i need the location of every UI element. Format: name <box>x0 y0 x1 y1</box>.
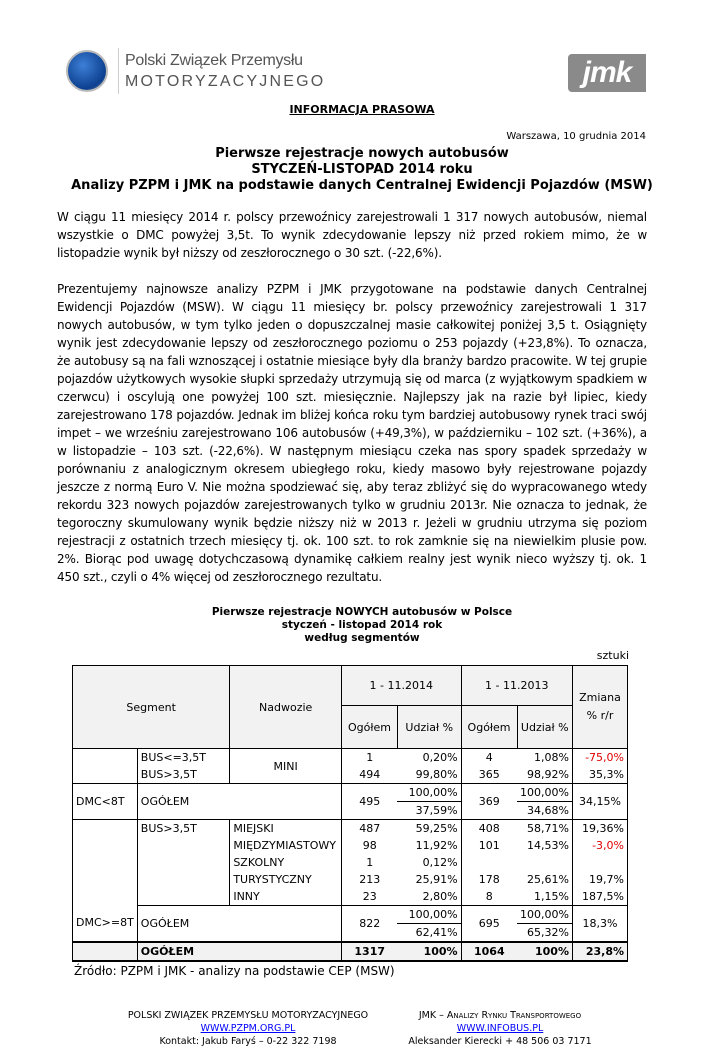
cell-value: 37,59% <box>397 802 461 820</box>
footer-org-name: JMK – Analizy Rynku Transportowego <box>418 1010 582 1021</box>
cell-value: 4 <box>461 749 517 767</box>
cell-value: 822 <box>341 906 397 943</box>
table-row-total <box>73 942 628 961</box>
cell-value: 58,71% <box>527 822 569 835</box>
cell-value: 100% <box>517 942 572 961</box>
header-nadwozie: Nadwozie <box>230 666 342 749</box>
cell-value: 369 <box>461 784 517 820</box>
cell-change <box>572 854 627 871</box>
table-row <box>73 820 628 838</box>
cell-change: -75,0% <box>572 749 627 767</box>
cell-value: 100,00% <box>397 784 461 802</box>
cell-nadwozie: MINI <box>230 749 342 784</box>
header-2013: 1 - 11.2013 <box>461 666 572 706</box>
cell-change: 19,36% <box>572 820 627 838</box>
cell-value: 59,25% <box>415 822 458 835</box>
cell-nadwozie: SZKOLNY <box>230 854 342 871</box>
footer-jmk <box>393 1009 607 1048</box>
cell-nadwozie: MIĘDZYMIASTOWY <box>230 837 342 854</box>
cell-value: 2,80% <box>422 890 458 903</box>
cell-value: 408 <box>461 820 517 838</box>
cell-value: 1 <box>341 854 397 871</box>
cell-segment: BUS<=3,5T <box>137 749 230 767</box>
cell-value: 0,12% <box>422 856 458 869</box>
cell-value: 65,32% <box>527 926 569 939</box>
date-line: Warszawa, 10 grudnia 2014 <box>506 131 646 142</box>
pzpm-website-link[interactable]: WWW.PZPM.ORG.PL <box>200 1023 296 1034</box>
header-udzial-2013: Udział % <box>517 706 572 749</box>
cell-dmc-label: DMC>=8T <box>73 820 138 943</box>
cell-value: 495 <box>341 784 397 820</box>
cell-value: 25,91% <box>415 873 458 886</box>
cell-nadwozie: INNY <box>230 888 342 906</box>
cell-value: 487 <box>341 820 397 838</box>
cell-value: 62,41% <box>415 926 458 939</box>
table-caption <box>0 606 724 645</box>
cell-value: 100,00% <box>397 906 461 924</box>
table-row <box>73 906 628 924</box>
jmk-logo: jmk <box>568 54 646 92</box>
cell-value <box>461 854 517 871</box>
table-caption-line: styczeń - listopad 2014 rok <box>281 619 443 631</box>
infobus-website-link[interactable]: WWW.INFOBUS.PL <box>456 1023 544 1034</box>
cell-value: 101 <box>461 837 517 854</box>
cell-change: 34,15% <box>572 784 627 820</box>
cell-grand-label: OGÓŁEM <box>137 942 341 961</box>
cell-value: 1317 <box>341 942 397 961</box>
header-2014: 1 - 11.2014 <box>341 666 461 706</box>
cell-nadwozie: MIEJSKI <box>230 820 342 838</box>
cell-total-label: OGÓŁEM <box>137 906 341 943</box>
cell-value: 695 <box>461 906 517 943</box>
cell-value: 23 <box>341 888 397 906</box>
cell-value: 11,92% <box>415 839 458 852</box>
paragraph-intro: W ciągu 11 miesięcy 2014 r. polscy przewoźnicy zarejestrowali 1 317 nowych autobusów, niemal wszystkie o DMC powyżej 3,5t. To wynik zdecydowanie lepszy niż przed rokiem mimo, że w listopadzie wynik był niższy od zeszłorocznego o 30 szt. (-22,6%). <box>57 210 647 260</box>
pzpm-logo-line2: MOTORYZACYJNEGO <box>125 73 326 90</box>
cell-segment: BUS>3,5T <box>137 820 230 906</box>
cell-value: 98 <box>341 837 397 854</box>
cell-segment: BUS>3,5T <box>137 766 230 784</box>
paragraph-analysis: Prezentujemy najnowsze analizy PZPM i JMK przygotowane na podstawie danych Centralnej Ewidencji Pojazdów (MSW). W ciągu 11 miesięcy br. polscy przewoźnicy zarejestrowali 1 317 nowych autobusów, w tym tylko jeden o dopuszczalnej masie całkowitej poniżej 3,5 t. Osiągnięty wynik jest zdecydowanie lepszy od zeszłorocznego poziomu o 253 pojazdy (+23,8%). To oznacza, że autobusy są na fali wznoszącej i ostatnie miesiące były dla branży bardzo pracowite. W tej grupie pojazdów użytkowych wysokie słupki sprzedaży utrzymują się od marca (z wyjątkowym spadkiem w czerwcu) i oscylują one powyżej 100 szt. miesięcznie. Najlepszy jak na razie był lipiec, kiedy zarejestrowano 178 pojazdów. Jednak im bliżej końca roku tym bardziej autobusowy rynek traci swój impet – we wrześniu zarejestrowano 106 autobusów (+49,3%), w październiku – 102 szt. (+36%), a w listopadzie – 103 szt. (-22,6%). W następnym miesiącu czeka nas spory spadek sprzedaży w porównaniu z analogicznym okresem ubiegłego roku, kiedy masowo były rejestrowane pojazdy jeszcze z normą Euro V. Nie można spodziewać się, aby teraz zbliżyć się do wypracowanego wtedy rekordu 323 nowych pojazdów zarejestrowanych tylko w grudniu 2013r. Nie oznacza to jednak, że tegoroczny skumulowany wynik będzie niższy niż w 2013 r. Jeżeli w grudniu utrzyma się poziom rejestracji z ostatnich trzech miesięcy tj. ok. 100 szt. to rok zamknie się na niewielkim plusie pow. 2%. Biorąc pod uwagę dotychczasową dynamikę całkiem realny jest wynik nieco wyższy tj. ok. 1 450 szt., czyli o 4% więcej od zeszłorocznego rezultatu. <box>57 282 647 584</box>
cell-value: 98,92% <box>527 768 569 781</box>
cell-value: 494 <box>341 766 397 784</box>
cell-change: -3,0% <box>572 837 627 854</box>
cell-value: 213 <box>341 871 397 888</box>
cell-nadwozie: TURYSTYCZNY <box>230 871 342 888</box>
source-note: Źródło: PZPM i JMK - analizy na podstawie CEP (MSW) <box>74 964 395 978</box>
cell-value: 1,08% <box>534 751 569 764</box>
footer-org-name: POLSKI ZWIĄZEK PRZEMYSŁU MOTORYZACYJNEGO <box>127 1010 369 1021</box>
table-caption-line: według segmentów <box>304 632 420 644</box>
cell-value: 100,00% <box>517 784 572 802</box>
cell-change: 35,3% <box>572 766 627 784</box>
cell-value: 100,00% <box>517 906 572 924</box>
cell-value: 0,20% <box>422 751 458 764</box>
header-segment: Segment <box>73 666 230 749</box>
cell-value: 100% <box>397 942 461 961</box>
footer-contact: Aleksander Kierecki + 48 506 03 7171 <box>408 1036 592 1047</box>
cell-change: 187,5% <box>572 888 627 906</box>
cell-value: 365 <box>461 766 517 784</box>
title-block <box>0 146 724 194</box>
unit-label: sztuki <box>596 649 629 662</box>
cell-value: 34,68% <box>517 802 572 820</box>
cell-change: 23,8% <box>572 942 627 961</box>
cell-total-label: OGÓŁEM <box>137 784 341 820</box>
cell-change: 18,3% <box>572 906 627 943</box>
cell-dmc-label: DMC<8T <box>73 784 138 820</box>
cell-value: 178 <box>461 871 517 888</box>
cell-value: 8 <box>461 888 517 906</box>
cell-value: 1064 <box>461 942 517 961</box>
table-row <box>73 749 628 767</box>
title-line-2: STYCZEŃ-LISTOPAD 2014 roku <box>251 162 473 177</box>
logo-divider <box>118 48 119 94</box>
pzpm-logo-line1: Polski Związek Przemysłu <box>125 52 303 69</box>
cell-value: 14,53% <box>527 839 569 852</box>
header-ogolem-2014: Ogółem <box>341 706 397 749</box>
content-column <box>0 146 724 1060</box>
cell-value: 25,61% <box>527 873 569 886</box>
cell-change: 19,7% <box>572 871 627 888</box>
footer-pzpm <box>117 1009 379 1048</box>
header-udzial-2014: Udział % <box>397 706 461 749</box>
cell-value: 99,80% <box>415 768 458 781</box>
pzpm-emblem-icon <box>66 50 108 92</box>
pzpm-logo <box>66 48 325 94</box>
cell-value <box>517 854 572 871</box>
cell-value: 1,15% <box>534 890 569 903</box>
title-line-1: Pierwsze rejestracje nowych autobusów <box>215 146 509 161</box>
registrations-table <box>72 665 628 962</box>
table-row <box>73 784 628 802</box>
header-ogolem-2013: Ogółem <box>461 706 517 749</box>
cell-value: 1 <box>341 749 397 767</box>
table-row <box>73 766 628 784</box>
footer <box>0 1009 724 1060</box>
title-line-3: Analizy PZPM i JMK na podstawie danych Centralnej Ewidencji Pojazdów (MSW) <box>71 178 653 193</box>
footer-contact: Kontakt: Jakub Faryś – 0-22 322 7198 <box>159 1036 337 1047</box>
press-heading: INFORMACJA PRASOWA <box>289 103 435 116</box>
header-zmiana: Zmiana % r/r <box>572 666 627 749</box>
table-caption-line: Pierwsze rejestracje NOWYCH autobusów w Polsce <box>211 606 513 618</box>
